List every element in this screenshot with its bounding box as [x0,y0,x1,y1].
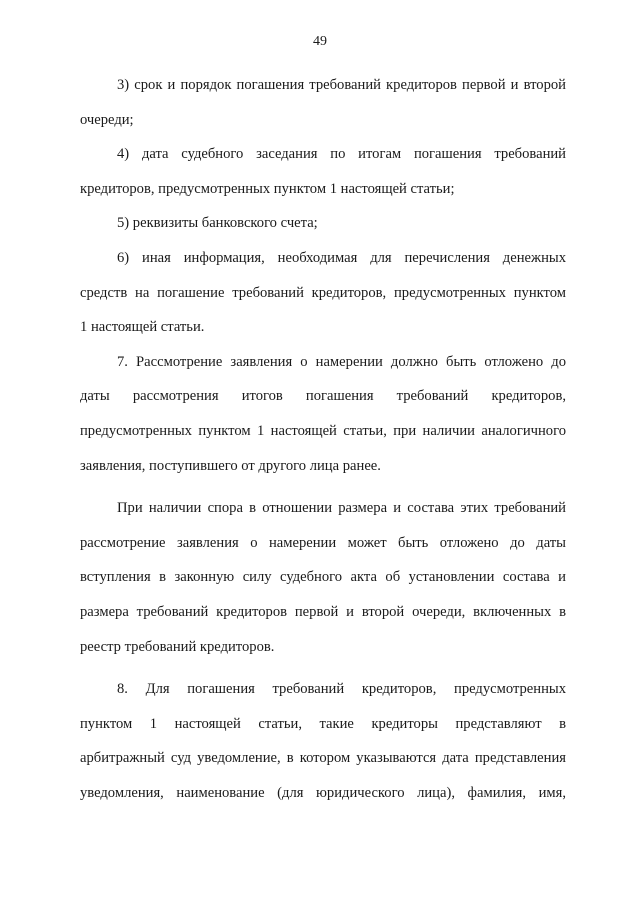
text-line: 6) иная информация, необходимая для перечисления денежных [117,249,566,266]
page-number: 49 [313,34,327,49]
text-line: очереди; [80,111,134,128]
text-line: заявления, поступившего от другого лица ранее. [80,457,381,474]
text-line: средств на погашение требований кредиторов, предусмотренных пунктом [80,284,566,301]
text-line: уведомления, наименование (для юридического лица), фамилия, имя, [80,784,566,801]
text-line: вступления в законную силу судебного акта об установлении состава и [80,569,566,586]
text-line: 8. Для погашения требований кредиторов, предусмотренных [117,681,566,698]
text-line: предусмотренных пунктом 1 настоящей статьи, при наличии аналогичного [80,422,566,439]
text-line: даты рассмотрения итогов погашения требований кредиторов, [80,388,566,405]
text-line: арбитражный суд уведомление, в котором указываются дата представления [80,750,566,767]
text-line: При наличии спора в отношении размера и состава этих требований [117,500,566,517]
text-line: 7. Рассмотрение заявления о намерении должно быть отложено до [117,353,566,370]
document-body [80,68,566,810]
text-line: кредиторов, предусмотренных пунктом 1 настоящей статьи; [80,180,455,197]
text-line: 5) реквизиты банковского счета; [117,215,318,232]
text-line: реестр требований кредиторов. [80,638,275,655]
text-line: 1 настоящей статьи. [80,319,205,336]
text-line: рассмотрение заявления о намерении может быть отложено до даты [80,534,566,551]
text-line: 4) дата судебного заседания по итогам погашения требований [117,146,566,163]
text-line: размера требований кредиторов первой и второй очереди, включенных в [80,603,566,620]
text-line: пунктом 1 настоящей статьи, такие кредиторы представляют в [80,715,566,732]
text-line: 3) срок и порядок погашения требований кредиторов первой и второй [117,77,566,93]
